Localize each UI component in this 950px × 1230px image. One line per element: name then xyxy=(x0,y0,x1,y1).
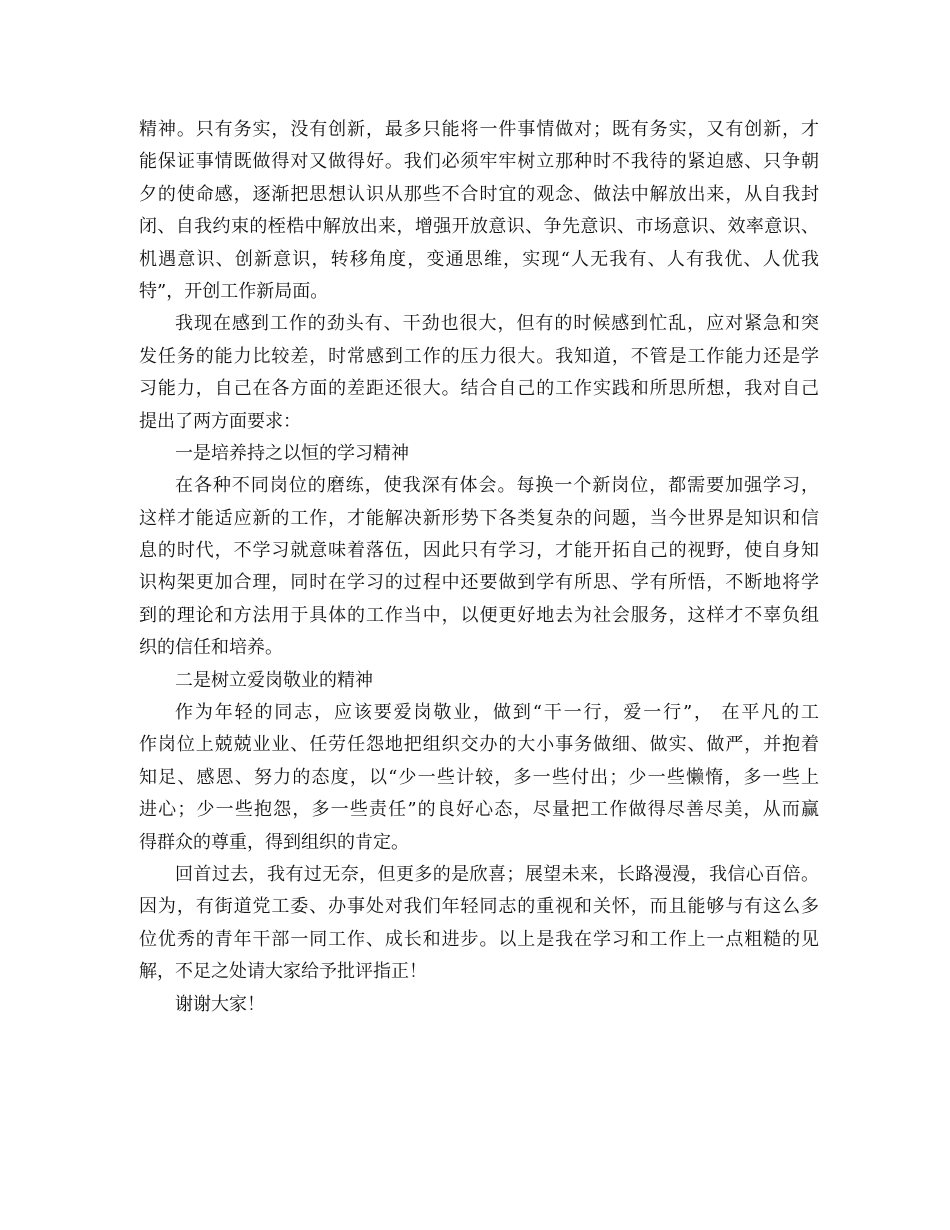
text-line: 夕的使命感，逐渐把思想认识从那些不合时宜的观念、做法中解放出来，从自我封 xyxy=(139,183,819,205)
text-line: 机遇意识、创新意识，转移角度，变通思维，实现“人无我有、人有我优、人优我 xyxy=(139,248,819,270)
text-line: 发任务的能力比较差，时常感到工作的压力很大。我知道，不管是工作能力还是学 xyxy=(139,345,819,367)
text-line: 识构架更加合理，同时在学习的过程中还要做到学有所思、学有所悟，不断地将学 xyxy=(139,572,819,594)
text-line: 我现在感到工作的劲头有、干劲也很大，但有的时候感到忙乱，应对紧急和突 xyxy=(175,313,819,335)
text-line: 闭、自我约束的桎梏中解放出来，增强开放意识、争先意识、市场意识、效率意识、 xyxy=(139,216,819,238)
text-line: 解，不足之处请大家给予批评指正！ xyxy=(139,961,427,983)
text-line: 织的信任和培养。 xyxy=(139,637,283,659)
text-line: 精神。只有务实，没有创新，最多只能将一件事情做对；既有务实，又有创新，才 xyxy=(139,119,819,140)
section-heading: 一是培养持之以恒的学习精神 xyxy=(175,442,409,464)
text-line: 回首过去，我有过无奈，但更多的是欣喜；展望未来，长路漫漫，我信心百倍。 xyxy=(175,863,819,885)
text-line: 得群众的尊重，得到组织的肯定。 xyxy=(139,831,409,853)
text-line: 知足、感恩、努力的态度，以“少一些计较，多一些付出；少一些懒惰，多一些上 xyxy=(139,766,819,788)
text-line: 作为年轻的同志，应该要爱岗敬业，做到“干一行，爱一行”， 在平凡的工 xyxy=(175,702,819,724)
document-body xyxy=(139,114,819,1021)
text-line: 因为，有街道党工委、办事处对我们年轻同志的重视和关怀，而且能够与有这么多 xyxy=(139,896,819,918)
text-line: 位优秀的青年干部一同工作、成长和进步。以上是我在学习和工作上一点粗糙的见 xyxy=(139,928,819,950)
text-line: 到的理论和方法用于具体的工作当中，以便更好地去为社会服务，这样才不辜负组 xyxy=(139,604,819,626)
section-heading: 二是树立爱岗敬业的精神 xyxy=(175,669,373,691)
closing-line: 谢谢大家！ xyxy=(175,993,265,1015)
text-line: 这样才能适应新的工作，才能解决新形势下各类复杂的问题，当今世界是知识和信 xyxy=(139,507,819,529)
text-line: 在各种不同岗位的磨练，使我深有体会。每换一个新岗位，都需要加强学习， xyxy=(175,475,819,497)
text-line: 息的时代，不学习就意味着落伍，因此只有学习，才能开拓自己的视野，使自身知 xyxy=(139,540,819,562)
text-line: 作岗位上兢兢业业、任劳任怨地把组织交办的大小事务做细、做实、做严，并抱着 xyxy=(139,734,819,756)
text-line: 提出了两方面要求： xyxy=(139,410,301,432)
text-line: 能保证事情既做得对又做得好。我们必须牢牢树立那种时不我待的紧迫感、只争朝 xyxy=(139,151,819,173)
text-line: 习能力，自己在各方面的差距还很大。结合自己的工作实践和所思所想，我对自己 xyxy=(139,378,819,400)
text-line: 进心；少一些抱怨，多一些责任”的良好心态，尽量把工作做得尽善尽美，从而赢 xyxy=(139,799,819,821)
text-line: 特”，开创工作新局面。 xyxy=(139,280,329,302)
